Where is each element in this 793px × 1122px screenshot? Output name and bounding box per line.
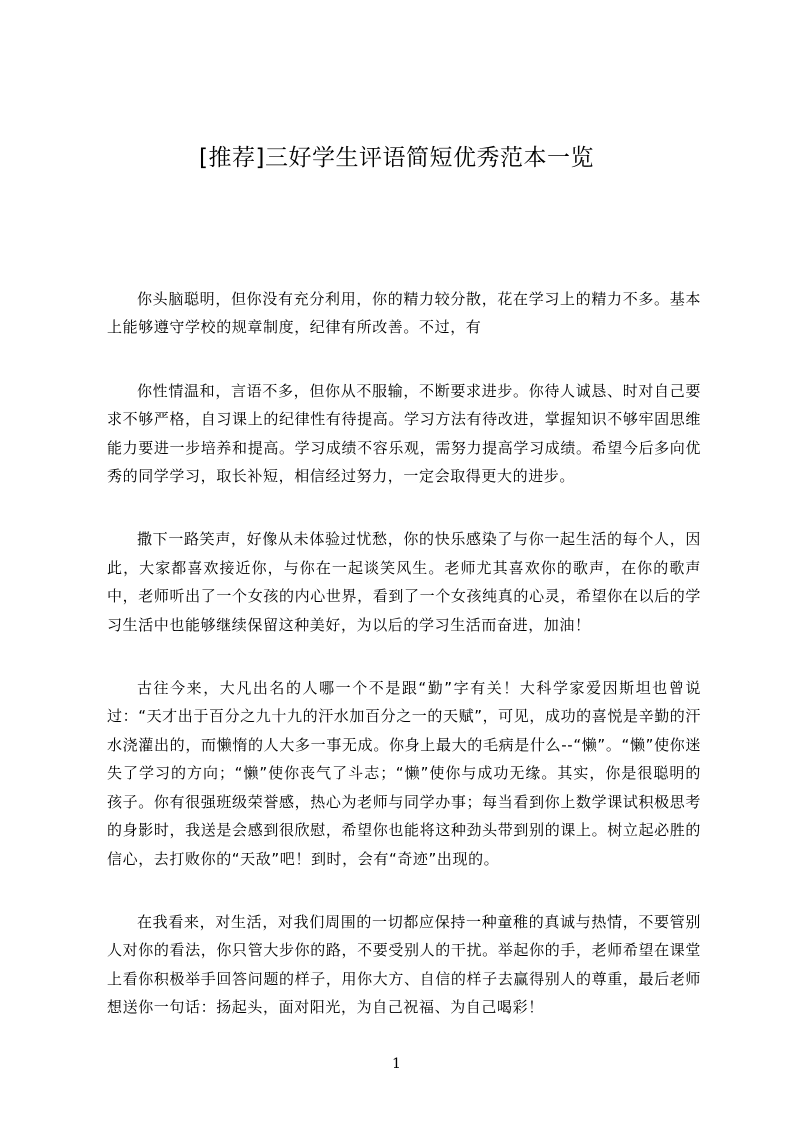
paragraph-1: 你头脑聪明，但你没有充分利用，你的精力较分散，花在学习上的精力不多。基本上能够遵守学校的规章制度，纪律有所改善。不过，有 [107,290,701,337]
paragraph-4: 古往今来，大凡出名的人哪一个不是跟“勤”字有关！大科学家爱因斯坦也曾说过：“天才出于百分之九十九的汗水加百分之一的天赋”，可见，成功的喜悦是辛勤的汗水浇灌出的，而懒惰的人大多一事无成。你身上最大的毛病是什么--“懒”。“懒”使你迷失了学习的方向；“懒”使你丧气了斗志；“懒”使你与成功无缘。其实，你是很聪明的孩子。你有很强班级荣誉感，热心为老师与同学办事；每当看到你上数学课试积极思考的身影时，我送是会感到很欣慰，希望你也能将这种劲头带到别的课上。树立起必胜的信心，去打败你的“天敌”吧！到时，会有“奇迹”出现的。 [107,679,701,868]
paragraph-3: 撒下一路笑声，好像从未体验过忧愁，你的快乐感染了与你一起生活的每个人，因此，大家都喜欢接近你，与你在一起谈笑风生。老师尤其喜欢你的歌声，在你的歌声中，老师听出了一个女孩的内心世界，看到了一个女孩纯真的心灵，希望你在以后的学习生活中也能够继续保留这种美好，为以后的学习生活而奋进，加油！ [107,530,701,634]
paragraph-5: 在我看来，对生活，对我们周围的一切都应保持一种童稚的真诚与热情，不要管别人对你的看法，你只管大步你的路，不要受别人的干扰。举起你的手，老师希望在课堂上看你积极举手回答问题的样子，用你大方、自信的样子去赢得别人的尊重，最后老师想送你一句话：扬起头，面对阳光，为自己祝福、为自己喝彩！ [107,912,701,1017]
document-title: [推荐]三好学生评语简短优秀范本一览 [199,145,594,171]
paragraph-2: 你性情温和，言语不多，但你从不服输，不断要求进步。你待人诚恳、时对自己要求不够严格，自习课上的纪律性有待提高。学习方法有待改进，掌握知识不够牢固思维能力要进一步培养和提高。学习成绩不容乐观，需努力提高学习成绩。希望今后多向优秀的同学学习，取长补短，相信经过努力，一定会取得更大的进步。 [107,381,701,486]
page-number: 1 [392,1056,401,1072]
document-body [107,285,701,1057]
